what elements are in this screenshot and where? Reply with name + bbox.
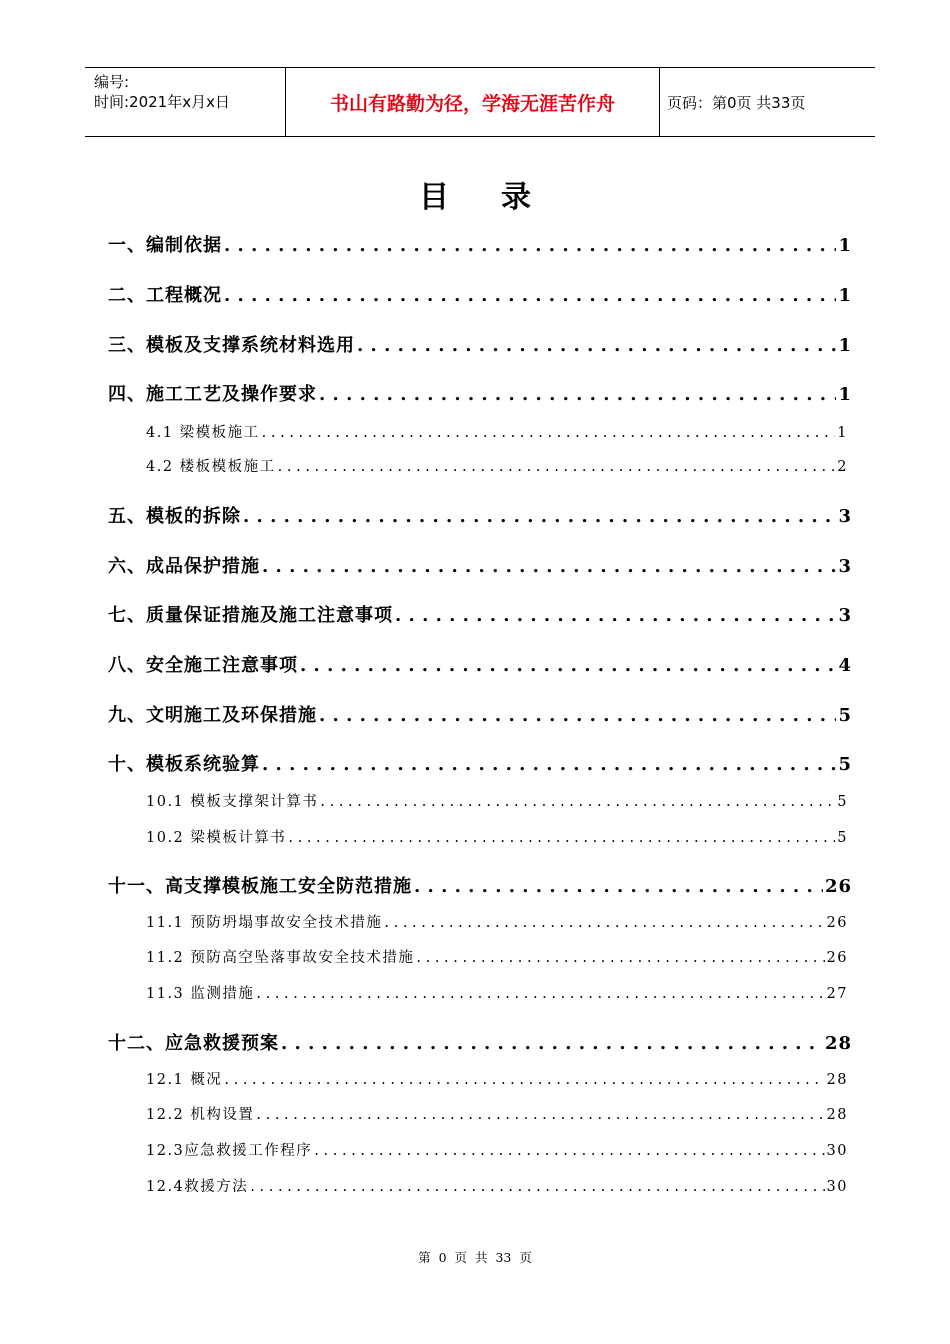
toc-entry-text: 二、工程概况 <box>108 285 222 306</box>
toc-entry-page: 1 <box>838 335 852 356</box>
toc-subentry[interactable] <box>146 455 848 475</box>
toc-leader <box>262 754 836 775</box>
toc-entry[interactable] <box>108 331 852 357</box>
toc-entry[interactable] <box>108 701 852 727</box>
toc-entry-page: 1 <box>837 425 848 441</box>
toc-subentry[interactable] <box>146 1175 848 1195</box>
toc-leader <box>224 235 836 256</box>
toc-entry-text: 10.1 模板支撑架计算书 <box>146 794 319 810</box>
toc-entry-page: 3 <box>838 506 852 527</box>
toc-leader <box>395 605 836 626</box>
toc-entry-text: 10.2 梁模板计算书 <box>146 830 287 846</box>
toc-entry-page: 28 <box>826 1107 848 1123</box>
toc-leader <box>262 425 836 441</box>
toc-leader <box>281 1033 823 1054</box>
toc-entry-page: 26 <box>826 950 848 966</box>
number-label: 编号: <box>94 73 130 91</box>
time-label: 时间:2021年x月x日 <box>94 93 230 111</box>
toc-entry[interactable] <box>108 502 852 528</box>
toc-entry-page: 3 <box>838 605 852 626</box>
toc-entry-text: 十二、应急救援预案 <box>108 1033 279 1054</box>
toc-entry-text: 12.4救援方法 <box>146 1179 249 1195</box>
toc-entry-page: 30 <box>826 1143 848 1159</box>
toc-leader <box>300 655 836 676</box>
header-meta <box>85 68 286 136</box>
toc-entry-page: 27 <box>826 986 848 1002</box>
toc-subentry[interactable] <box>146 982 848 1002</box>
toc-entry-text: 三、模板及支撑系统材料选用 <box>108 335 355 356</box>
toc-entry-text: 12.3应急救援工作程序 <box>146 1143 313 1159</box>
toc-entry[interactable] <box>108 601 852 627</box>
toc-entry-page: 28 <box>824 1033 852 1054</box>
toc-entry[interactable] <box>108 552 852 578</box>
header-motto: 书山有路勤为径，学海无涯苦作舟 <box>286 68 660 136</box>
toc-entry[interactable] <box>108 1029 852 1055</box>
page-footer: 第 0 页 共 33 页 <box>418 1250 532 1265</box>
toc-leader <box>256 1107 824 1123</box>
toc-subentry[interactable] <box>146 421 848 441</box>
toc-leader <box>384 915 824 931</box>
toc-leader <box>288 830 835 846</box>
toc-entry-text: 五、模板的拆除 <box>108 506 241 527</box>
toc-entry-page: 1 <box>838 384 852 405</box>
toc-subentry[interactable] <box>146 790 848 810</box>
toc-entry-page: 26 <box>826 915 848 931</box>
toc-entry-text: 六、成品保护措施 <box>108 556 260 577</box>
toc-entry-page: 26 <box>824 876 852 897</box>
toc-entry-text: 11.1 预防坍塌事故安全技术措施 <box>146 915 383 931</box>
toc-entry-text: 十一、高支撑模板施工安全防范措施 <box>108 876 412 897</box>
toc-entry-page: 3 <box>838 556 852 577</box>
toc-leader <box>224 285 836 306</box>
toc-entry-page: 5 <box>837 794 848 810</box>
toc-entry-page: 1 <box>838 285 852 306</box>
toc-entry-text: 一、编制依据 <box>108 235 222 256</box>
toc-leader <box>320 794 835 810</box>
toc-entry[interactable] <box>108 750 852 776</box>
toc-leader <box>414 876 823 897</box>
toc-entry-page: 30 <box>826 1179 848 1195</box>
toc-entry-text: 4.2 楼板模板施工 <box>146 459 276 475</box>
toc-leader <box>319 705 836 726</box>
toc-entry-text: 八、安全施工注意事项 <box>108 655 298 676</box>
toc-leader <box>256 986 824 1002</box>
toc-entry-page: 2 <box>837 459 848 475</box>
toc-entry-page: 1 <box>838 235 852 256</box>
toc-entry[interactable] <box>108 380 852 406</box>
toc-entry-page: 5 <box>838 705 852 726</box>
toc-leader <box>250 1179 824 1195</box>
toc-entry-text: 11.2 预防高空坠落事故安全技术措施 <box>146 950 415 966</box>
page-title: 目录 <box>419 180 583 215</box>
toc-leader <box>416 950 824 966</box>
toc-entry-text: 九、文明施工及环保措施 <box>108 705 317 726</box>
toc-entry-text: 十、模板系统验算 <box>108 754 260 775</box>
toc-entry-page: 5 <box>838 754 852 775</box>
toc-entry-text: 12.2 机构设置 <box>146 1107 255 1123</box>
toc-leader <box>278 459 836 475</box>
toc-subentry[interactable] <box>146 946 848 966</box>
toc-entry-text: 11.3 监测措施 <box>146 986 255 1002</box>
toc-subentry[interactable] <box>146 1103 848 1123</box>
toc-leader <box>319 384 836 405</box>
toc-leader <box>357 335 836 356</box>
toc-leader <box>314 1143 824 1159</box>
toc-entry-page: 28 <box>826 1072 848 1088</box>
toc-entry-text: 四、施工工艺及操作要求 <box>108 384 317 405</box>
toc-leader <box>243 506 836 527</box>
toc-leader <box>224 1072 824 1088</box>
toc-entry-text: 12.1 概况 <box>146 1072 223 1088</box>
toc-entry[interactable] <box>108 281 852 307</box>
toc-entry-page: 5 <box>837 830 848 846</box>
toc-entry-text: 七、质量保证措施及施工注意事项 <box>108 605 393 626</box>
toc-leader <box>262 556 836 577</box>
toc-subentry[interactable] <box>146 1139 848 1159</box>
toc-entry[interactable] <box>108 231 852 257</box>
header-page-info: 页码：第0页 共33页 <box>667 93 806 112</box>
page-header <box>85 67 875 137</box>
toc-entry[interactable] <box>108 651 852 677</box>
toc-entry-page: 4 <box>838 655 852 676</box>
toc-subentry[interactable] <box>146 911 848 931</box>
toc-subentry[interactable] <box>146 1068 848 1088</box>
toc-entry-text: 4.1 梁模板施工 <box>146 425 260 441</box>
toc-entry[interactable] <box>108 872 852 898</box>
toc-subentry[interactable] <box>146 826 848 846</box>
